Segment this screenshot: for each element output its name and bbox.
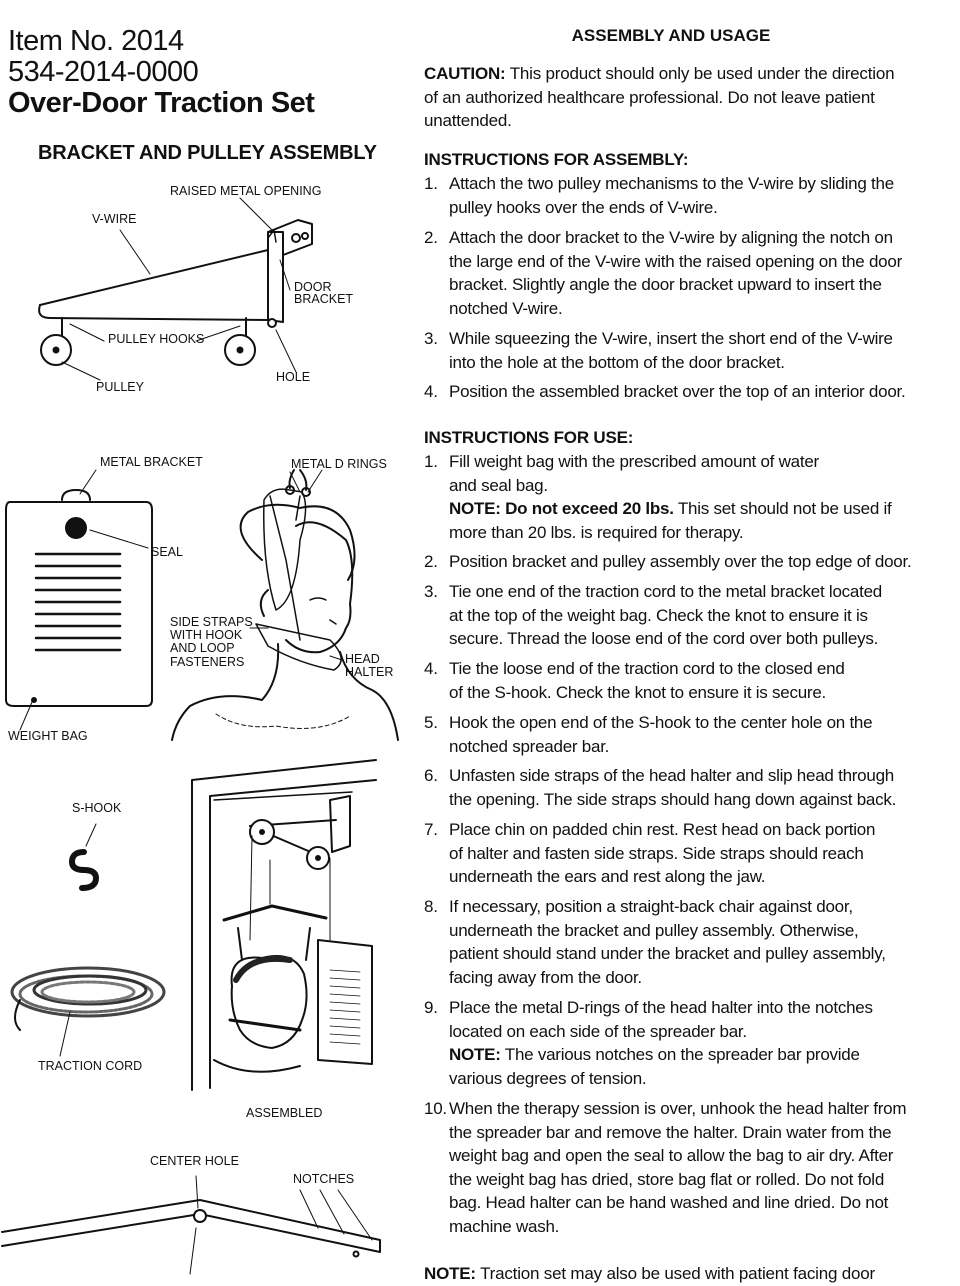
assembled-illustration <box>192 760 376 1090</box>
use-step-1 <box>424 450 924 544</box>
step-number: 4. <box>424 382 438 401</box>
label-pulley-hooks: PULLEY HOOKS <box>108 332 205 346</box>
note-bold: NOTE: <box>424 1264 476 1283</box>
label-seal: SEAL <box>151 545 183 559</box>
step-number: 8. <box>424 897 438 916</box>
step-line: patient should stand under the bracket and pulley assembly, <box>449 944 886 964</box>
step-number: 9. <box>424 998 438 1017</box>
step-number: 4. <box>424 659 438 678</box>
step-line: and seal bag. <box>449 475 548 495</box>
weight-bag-illustration <box>6 470 152 730</box>
use-step-3 <box>424 580 924 651</box>
use-step-5 <box>424 711 924 758</box>
assembly-step-4 <box>424 380 924 404</box>
step-number: 3. <box>424 582 438 601</box>
use-step-10 <box>424 1097 924 1239</box>
step-line: If necessary, position a straight-back chair against door, <box>449 897 853 916</box>
label-metal-bracket: METAL BRACKET <box>100 455 203 469</box>
step-line: facing away from the door. <box>449 967 642 987</box>
step-line: Unfasten side straps of the head halter and slip head through <box>449 766 895 785</box>
step-line: located on each side of the spreader bar. <box>449 1021 747 1041</box>
label-s-hook: S-HOOK <box>72 801 122 815</box>
caution-block <box>424 62 924 133</box>
step-line: into the hole at the bottom of the door bracket. <box>449 352 785 372</box>
note-text: The various notches on the spreader bar provide <box>500 1045 860 1065</box>
spreader-bar-illustration <box>2 1176 380 1274</box>
s-hook-illustration <box>72 824 96 888</box>
label-side-straps-3: AND LOOP <box>170 641 235 655</box>
step-number: 2. <box>424 228 438 247</box>
step-line: Tie the loose end of the traction cord to the closed end <box>449 659 845 678</box>
step-line: weight bag and open the seal to allow the bag to air dry. After <box>449 1146 894 1166</box>
step-line: underneath the ears and rest along the jaw. <box>449 867 766 887</box>
label-side-straps-4: FASTENERS <box>170 655 245 669</box>
part-number: 534-2014-0000 <box>8 56 199 88</box>
step-line: the opening. The side straps should hang down against back. <box>449 789 897 809</box>
use-heading: INSTRUCTIONS FOR USE: <box>424 428 634 447</box>
caution-label: CAUTION: <box>424 64 506 83</box>
label-notches: NOTCHES <box>293 1172 355 1186</box>
step-number: 1. <box>424 174 438 193</box>
item-number: Item No. 2014 <box>8 25 184 57</box>
step-line: the weight bag has dried, store bag flat or rolled. Do not fold <box>449 1169 885 1189</box>
label-head-halter-1: HEAD <box>345 652 380 666</box>
head-halter-illustration <box>172 470 398 740</box>
step-line: of halter and fasten side straps. Side straps should reach <box>449 843 864 863</box>
step-line: bracket. Slightly angle the door bracket upward to insert the <box>449 275 882 295</box>
note-bold: NOTE: <box>449 1045 501 1065</box>
label-head-halter-2: HALTER <box>345 665 394 679</box>
caution-line-2: of an authorized healthcare professional. Do not leave patient <box>424 87 875 107</box>
use-step-2 <box>424 550 924 574</box>
label-side-straps-2: WITH HOOK <box>170 628 243 642</box>
step-number: 7. <box>424 820 438 839</box>
step-line: When the therapy session is over, unhook the head halter from <box>449 1099 907 1118</box>
assembly-usage-title: ASSEMBLY AND USAGE <box>571 26 771 45</box>
step-line: Fill weight bag with the prescribed amount of water <box>449 452 819 471</box>
note-text: This set should not be used if <box>673 499 892 519</box>
label-traction-cord: TRACTION CORD <box>38 1059 143 1073</box>
use-step-8 <box>424 895 924 989</box>
step-line: Hook the open end of the S-hook to the center hole on the <box>449 713 873 732</box>
use-step-4 <box>424 657 924 704</box>
assembly-step-3 <box>424 327 924 374</box>
step-line: secure. Thread the loose end of the cord over both pulleys. <box>449 629 879 649</box>
label-assembled: ASSEMBLED <box>246 1106 323 1120</box>
step-line: Position bracket and pulley assembly over the top edge of door. <box>449 552 912 571</box>
label-hole: HOLE <box>276 370 311 384</box>
label-pulley: PULLEY <box>96 380 144 394</box>
step-number: 3. <box>424 329 438 348</box>
step-line: While squeezing the V-wire, insert the short end of the V-wire <box>449 329 893 348</box>
step-line: Attach the two pulley mechanisms to the V-wire by sliding the <box>449 174 894 193</box>
assembly-step-2 <box>424 226 924 320</box>
step-line: Place chin on padded chin rest. Rest head on back portion <box>449 820 876 839</box>
note-bold: NOTE: Do not exceed 20 lbs. <box>449 499 674 519</box>
step-line: the spreader bar and remove the halter. Drain water from the <box>449 1122 892 1142</box>
label-metal-d-rings: METAL D RINGS <box>291 457 387 471</box>
step-line: Tie one end of the traction cord to the metal bracket located <box>449 582 882 601</box>
step-line: Attach the door bracket to the V-wire by aligning the notch on <box>449 228 893 247</box>
label-door-bracket-2: BRACKET <box>294 292 354 306</box>
step-line: bag. Head halter can be hand washed and line dried. Do not <box>449 1193 889 1213</box>
traction-cord-illustration <box>12 968 164 1056</box>
assembly-heading: INSTRUCTIONS FOR ASSEMBLY: <box>424 150 689 169</box>
step-line: Place the metal D-rings of the head halter into the notches <box>449 998 873 1017</box>
step-line: underneath the bracket and pulley assembly. Otherwise, <box>449 920 859 940</box>
note-text: Traction set may also be used with patient facing door <box>475 1264 876 1283</box>
use-step-6 <box>424 764 924 811</box>
caution-line-3: unattended. <box>424 111 512 131</box>
step-line: notched V-wire. <box>449 298 563 318</box>
step-number: 6. <box>424 766 438 785</box>
label-side-straps-1: SIDE STRAPS <box>170 615 253 629</box>
caution-line-1: This product should only be used under the direction <box>505 64 895 83</box>
label-center-hole: CENTER HOLE <box>150 1154 239 1168</box>
label-v-wire: V-WIRE <box>92 212 137 226</box>
step-number: 10. <box>424 1099 447 1118</box>
step-number: 2. <box>424 552 438 571</box>
step-line: at the top of the weight bag. Check the knot to ensure it is <box>449 605 868 625</box>
assembly-step-1 <box>424 172 924 219</box>
step-line: of the S-hook. Check the knot to ensure it is secure. <box>449 682 827 702</box>
product-title: Over-Door Traction Set <box>8 87 315 119</box>
step-line: various degrees of tension. <box>449 1068 647 1088</box>
use-step-7 <box>424 818 924 889</box>
step-line: the large end of the V-wire with the raised opening on the door <box>449 251 903 271</box>
step-number: 1. <box>424 452 438 471</box>
step-line: notched spreader bar. <box>449 736 610 756</box>
label-weight-bag: WEIGHT BAG <box>8 729 88 743</box>
step-line: machine wash. <box>449 1216 560 1236</box>
label-door-bracket-1: DOOR <box>294 280 332 294</box>
step-line: more than 20 lbs. is required for therapy. <box>449 522 744 542</box>
step-line: Position the assembled bracket over the top of an interior door. <box>449 382 906 401</box>
bracket-pulley-section-title: BRACKET AND PULLEY ASSEMBLY <box>38 142 377 164</box>
step-line: pulley hooks over the ends of V-wire. <box>449 197 718 217</box>
use-step-9 <box>424 996 924 1090</box>
label-raised-metal-opening: RAISED METAL OPENING <box>170 184 322 198</box>
step-number: 5. <box>424 713 438 732</box>
